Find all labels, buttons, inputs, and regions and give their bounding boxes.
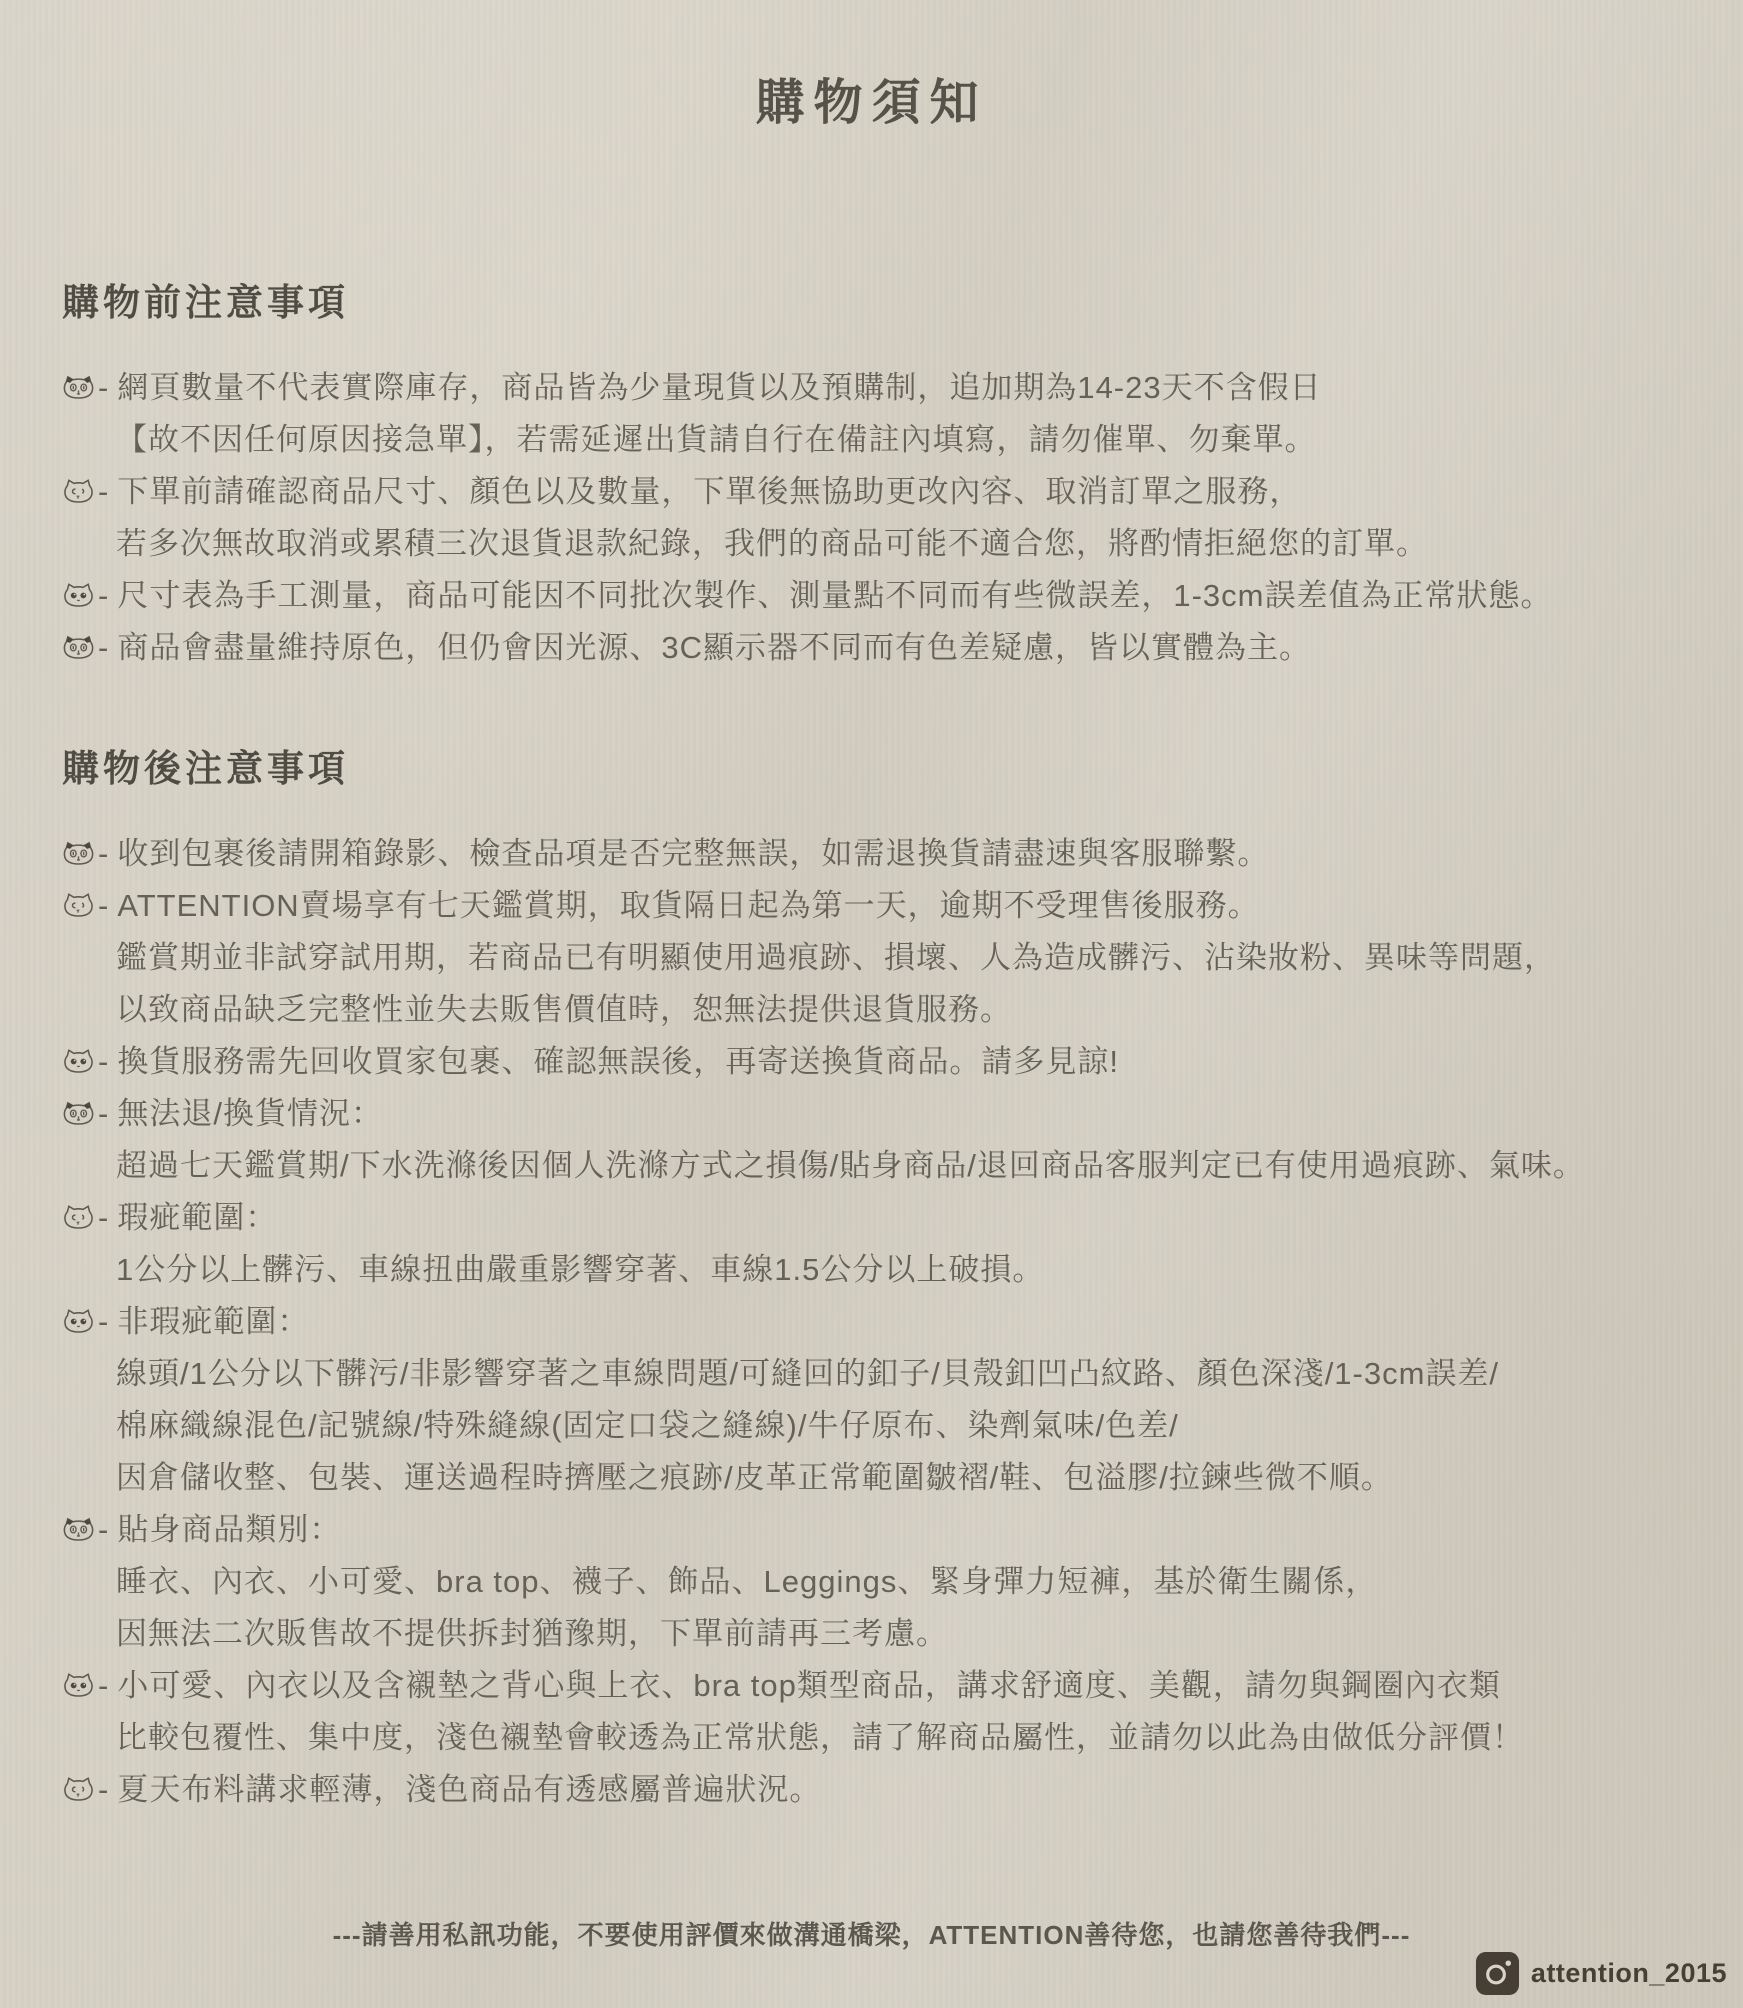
cat-tuxedo-icon <box>62 839 98 868</box>
notice-line: 換貨服務需先回收買家包裹、確認無誤後，再寄送換貨商品。請多見諒! <box>117 1044 1119 1079</box>
notice-line: 睡衣、內衣、小可愛、bra top、襪子、飾品、Leggings、緊身彈力短褲，基於衛生關係， <box>116 1564 1378 1599</box>
footer-note: ---請善用私訊功能，不要使用評價來做溝通橋梁，ATTENTION善待您，也請您善待我們--- <box>332 1920 1411 1950</box>
bullet-dash: - <box>98 1096 110 1131</box>
bullet-dash: - <box>98 630 110 665</box>
cat-wink-icon <box>62 1775 98 1804</box>
page-title: 購物須知 <box>755 76 988 130</box>
notice-item <box>62 880 1703 932</box>
instagram-badge <box>1475 1951 1727 1996</box>
notice-line: 棉麻織線混色/記號線/特殊縫線(固定口袋之縫線)/牛仔原布、染劑氣味/色差/ <box>116 1408 1179 1443</box>
notice-line: 夏天布料講求輕薄，淺色商品有透感屬普遍狀況。 <box>117 1772 822 1807</box>
notice-item <box>62 1296 1703 1348</box>
notice-line: 小可愛、內衣以及含襯墊之背心與上衣、bra top類型商品，講求舒適度、美觀，請勿與鋼圈內衣類 <box>117 1668 1501 1703</box>
cat-wink-icon <box>62 1203 98 1232</box>
cat-wink-icon <box>62 477 98 506</box>
bullet-dash: - <box>98 1512 110 1547</box>
bullet-dash: - <box>98 474 110 509</box>
bullet-dash: - <box>98 370 110 405</box>
section-heading: 購物後注意事項 <box>62 748 349 789</box>
bullet-dash: - <box>98 836 110 871</box>
notice-line: 線頭/1公分以下髒污/非影響穿著之車線問題/可縫回的釦子/貝殼釦凹凸紋路、顏色深淺/1-3cm誤差/ <box>116 1356 1500 1391</box>
notice-line: 因無法二次販售故不提供拆封猶豫期，下單前請再三考慮。 <box>116 1616 948 1651</box>
notice-item <box>62 1088 1703 1140</box>
cat-tuxedo-icon <box>62 1515 98 1544</box>
notice-line: 網頁數量不代表實際庫存，商品皆為少量現貨以及預購制，追加期為14-23天不含假日 <box>117 370 1322 405</box>
notice-line: 下單前請確認商品尺寸、顏色以及數量，下單後無協助更改內容、取消訂單之服務， <box>117 474 1302 509</box>
instagram-handle: attention_2015 <box>1530 1958 1727 1988</box>
notice-item <box>62 622 1703 674</box>
bullet-dash: - <box>98 888 110 923</box>
notice-item <box>62 828 1703 880</box>
notice-line: 貼身商品類別： <box>117 1512 342 1547</box>
bullet-dash: - <box>98 1304 110 1339</box>
cat-tuxedo-icon <box>62 633 98 662</box>
cat-tuxedo-icon <box>62 1099 98 1128</box>
notice-item <box>62 1504 1703 1556</box>
bullet-dash: - <box>98 578 110 613</box>
notice-line: 尺寸表為手工測量，商品可能因不同批次製作、測量點不同而有些微誤差，1-3cm誤差值為正常狀態。 <box>117 578 1553 613</box>
cat-wink-icon <box>62 891 98 920</box>
notice-line: 瑕疵範圍： <box>117 1200 278 1235</box>
cat-eyes-icon <box>62 581 98 610</box>
notice-line: 1公分以上髒污、車線扭曲嚴重影響穿著、車線1.5公分以上破損。 <box>116 1252 1045 1287</box>
notice-sections <box>0 272 1743 1816</box>
notice-line: 比較包覆性、集中度，淺色襯墊會較透為正常狀態，請了解商品屬性，並請勿以此為由做低分評價！ <box>116 1720 1524 1755</box>
notice-line: ATTENTION賣場享有七天鑑賞期，取貨隔日起為第一天，逾期不受理售後服務。 <box>117 888 1260 923</box>
notice-line: 超過七天鑑賞期/下水洗滌後因個人洗滌方式之損傷/貼身商品/退回商品客服判定已有使用過痕跡、氣味。 <box>116 1148 1585 1183</box>
notice-section <box>62 272 1703 674</box>
notice-line: 【故不因任何原因接急單】，若需延遲出貨請自行在備註內填寫，請勿催單、勿棄單。 <box>116 422 1317 457</box>
notice-item <box>62 1036 1703 1088</box>
instagram-camera-icon <box>1475 1951 1520 1996</box>
notice-item <box>62 362 1703 414</box>
bullet-dash: - <box>98 1044 110 1079</box>
notice-line: 無法退/換貨情況： <box>117 1096 383 1131</box>
section-heading: 購物前注意事項 <box>62 282 349 323</box>
bullet-dash: - <box>98 1200 110 1235</box>
notice-line: 非瑕疵範圍： <box>117 1304 310 1339</box>
cat-eyes-icon <box>62 1047 98 1076</box>
notice-item <box>62 1764 1703 1816</box>
notice-line: 若多次無故取消或累積三次退貨退款紀錄，我們的商品可能不適合您，將酌情拒絕您的訂單。 <box>116 526 1428 561</box>
cat-tuxedo-icon <box>62 373 98 402</box>
notice-item <box>62 1660 1703 1712</box>
notice-line: 收到包裹後請開箱錄影、檢查品項是否完整無誤，如需退換貨請盡速與客服聯繫。 <box>117 836 1270 871</box>
notice-section <box>62 738 1703 1816</box>
bullet-dash: - <box>98 1772 110 1807</box>
notice-item <box>62 466 1703 518</box>
notice-line: 以致商品缺乏完整性並失去販售價值時，恕無法提供退貨服務。 <box>116 992 1012 1027</box>
notice-line: 因倉儲收整、包裝、運送過程時擠壓之痕跡/皮革正常範圍皺褶/鞋、包溢膠/拉鍊些微不順。 <box>116 1460 1393 1495</box>
cat-eyes-icon <box>62 1671 98 1700</box>
cat-eyes-icon <box>62 1307 98 1336</box>
bullet-dash: - <box>98 1668 110 1703</box>
notice-item <box>62 1192 1703 1244</box>
notice-item <box>62 570 1703 622</box>
notice-line: 鑑賞期並非試穿試用期，若商品已有明顯使用過痕跡、損壞、人為造成髒污、沾染妝粉、異味等問題， <box>116 940 1556 975</box>
notice-line: 商品會盡量維持原色，但仍會因光源、3C顯示器不同而有色差疑慮，皆以實體為主。 <box>117 630 1311 665</box>
